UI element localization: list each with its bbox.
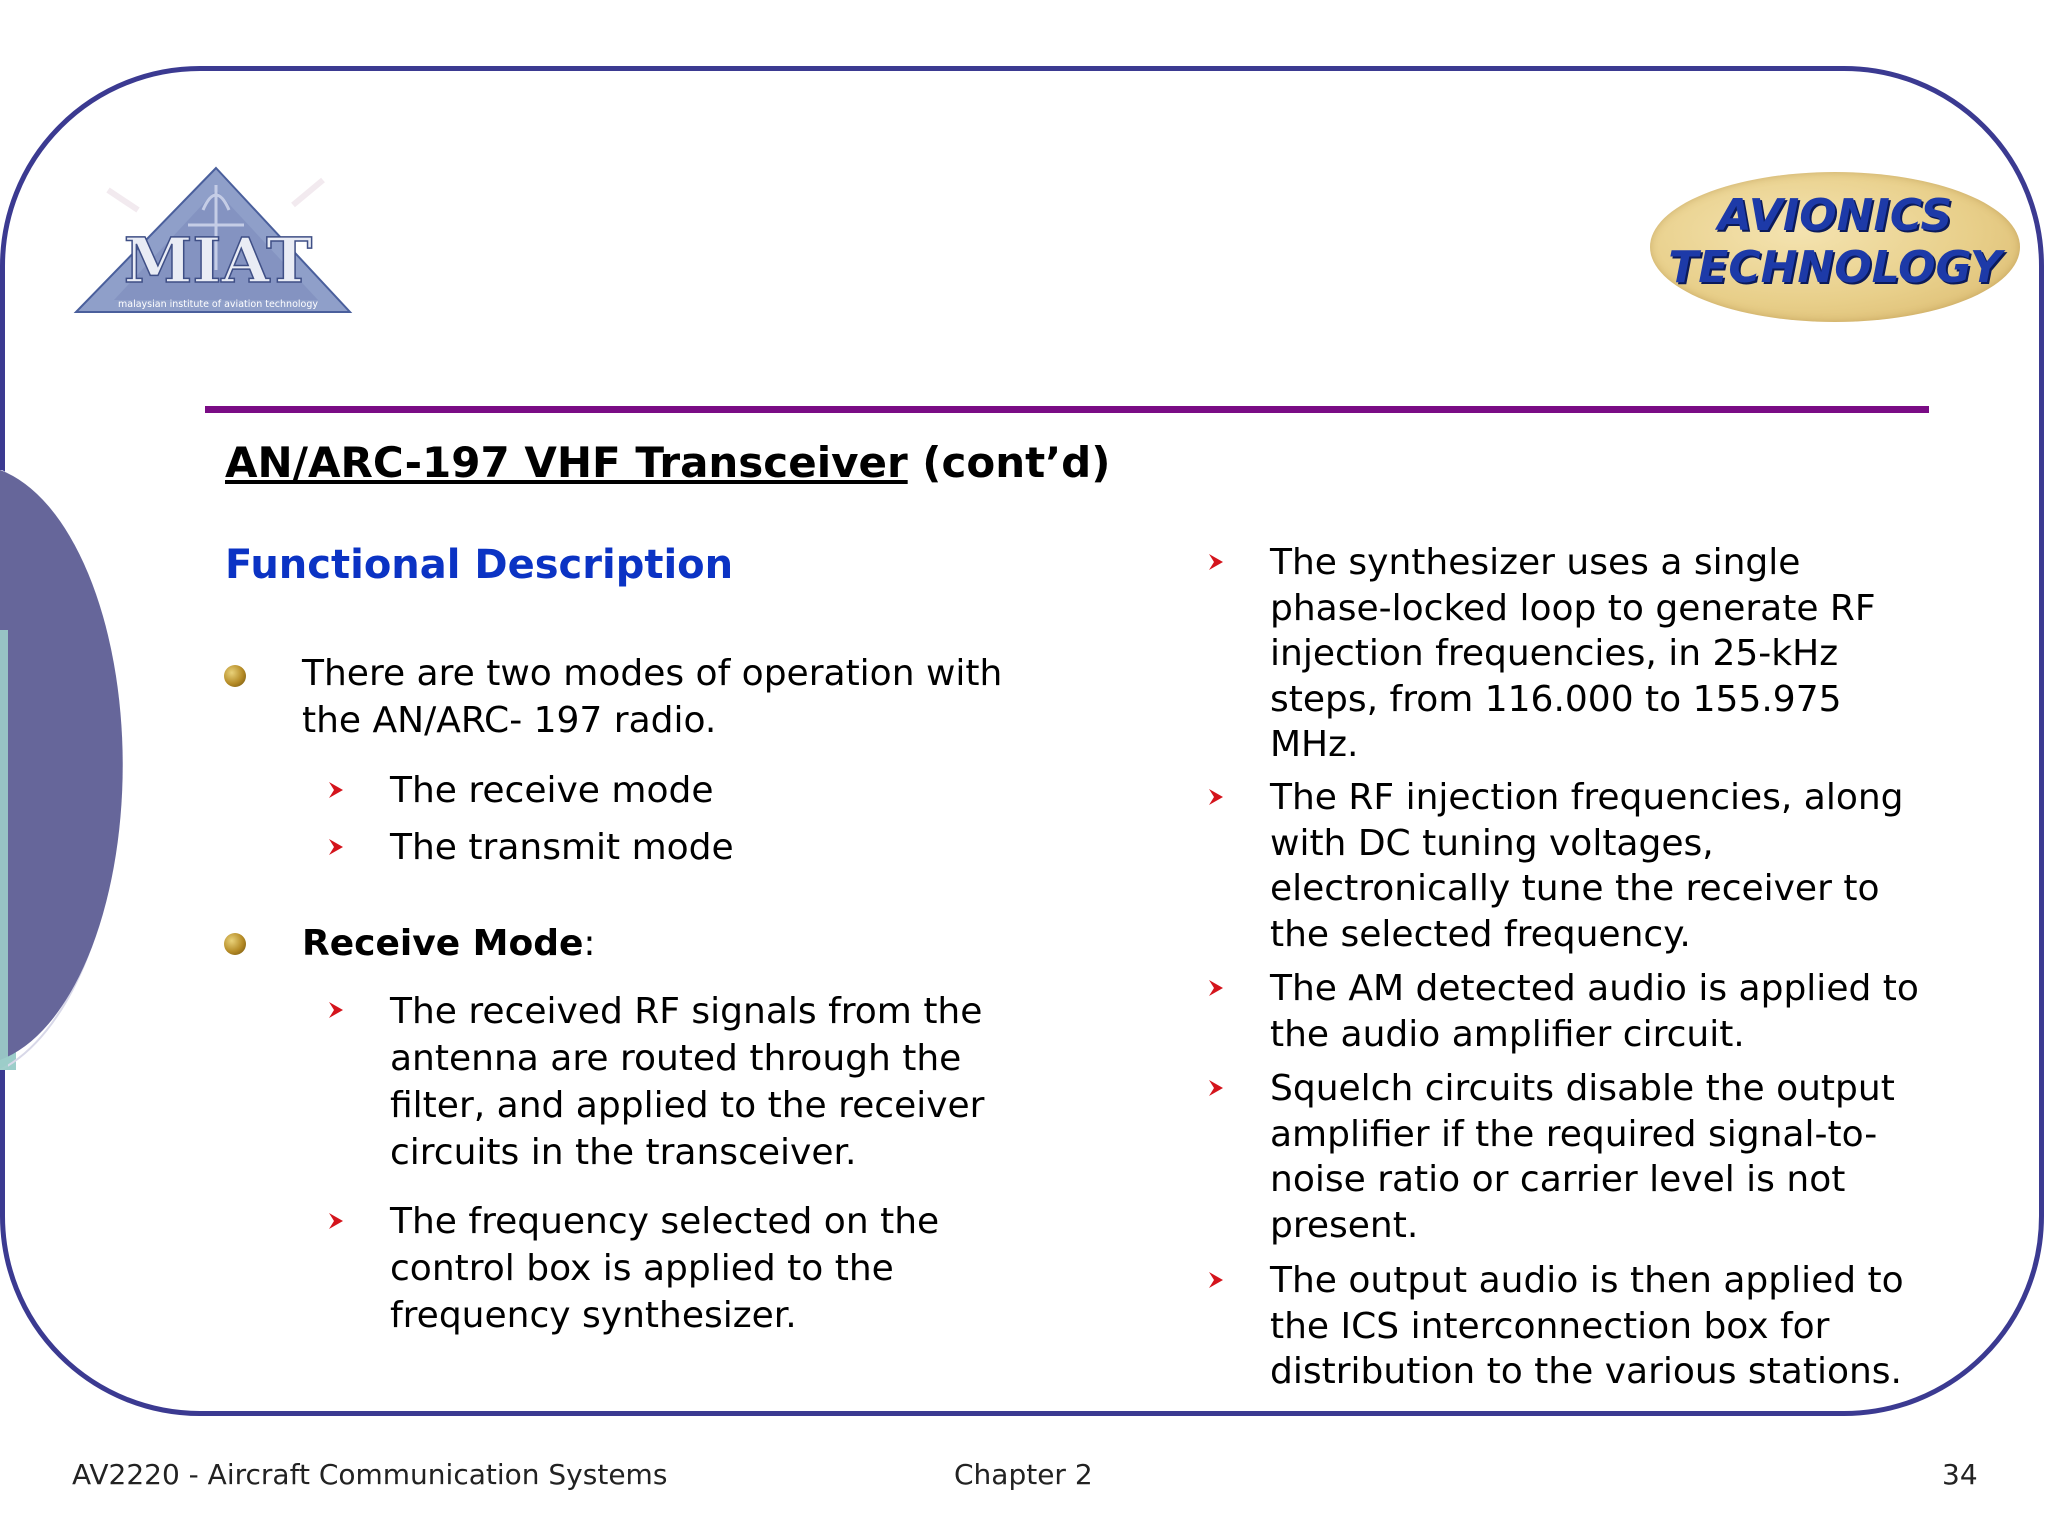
arrow-bullet-icon xyxy=(1208,978,1224,998)
logo-letters: MIAT xyxy=(123,224,313,297)
section-heading: Functional Description xyxy=(225,542,734,588)
arrow-bullet-icon xyxy=(328,780,344,800)
avionics-technology-badge xyxy=(1650,172,2020,322)
slide-title-suffix: (cont’d) xyxy=(907,438,1111,487)
arrow-bullet-icon xyxy=(328,837,344,857)
arrow-bullet-icon xyxy=(328,1000,344,1020)
receive-rf-signals-text: The received RF signals from the antenna are routed through the filter, and applied to the receiver circuits in the transceiver. xyxy=(390,991,985,1173)
frequency-selected-text: The frequency selected on the control box is applied to the frequency synthesizer. xyxy=(390,1201,940,1336)
am-detected-audio-text: The AM detected audio is applied to the audio amplifier circuit. xyxy=(1270,968,1919,1055)
arrow-bullet-icon xyxy=(1208,1078,1224,1098)
footer-course: AV2220 - Aircraft Communication Systems xyxy=(72,1458,668,1491)
bullet-dot-icon xyxy=(224,933,246,955)
arrow-bullet-icon xyxy=(1208,787,1224,807)
title-divider xyxy=(205,406,1929,413)
logo-tagline: malaysian institute of aviation technology xyxy=(118,299,318,310)
bullet-receive-mode-heading: Receive Mode: xyxy=(302,923,596,964)
squelch-circuits-text: Squelch circuits disable the output amplifier if the required signal-to- noise ratio or carrier level is not present. xyxy=(1270,1068,1895,1246)
slide-title xyxy=(225,438,1110,487)
badge-line-2: TECHNOLOGY xyxy=(1668,242,2002,293)
decorative-semicircle xyxy=(0,470,162,1070)
sub-item-transmit-mode: The transmit mode xyxy=(390,827,734,868)
arrow-bullet-icon xyxy=(1208,1270,1224,1290)
badge-line-1: AVIONICS xyxy=(1717,190,1953,241)
arrow-bullet-icon xyxy=(328,1211,344,1231)
sub-item-receive-mode: The receive mode xyxy=(390,770,714,811)
synthesizer-text: The synthesizer uses a single phase-locked loop to generate RF injection frequencies, in 25-kHz steps, from 116.000 to 155.975 MHz. xyxy=(1270,542,1876,765)
miat-logo xyxy=(68,150,368,320)
bullet-modes-text: There are two modes of operation with the AN/ARC- 197 radio. xyxy=(302,653,1003,741)
output-audio-text: The output audio is then applied to the ICS interconnection box for distribution to the various stations. xyxy=(1270,1260,1904,1392)
footer-chapter: Chapter 2 xyxy=(954,1458,1093,1491)
slide-title-main: AN/ARC-197 VHF Transceiver xyxy=(225,438,908,487)
bullet-dot-icon xyxy=(224,665,246,687)
footer-page-number: 34 xyxy=(1942,1458,1978,1491)
arrow-bullet-icon xyxy=(1208,552,1224,572)
rf-injection-text: The RF injection frequencies, along with DC tuning voltages, electronically tune the receiver to the selected frequency. xyxy=(1270,777,1904,955)
